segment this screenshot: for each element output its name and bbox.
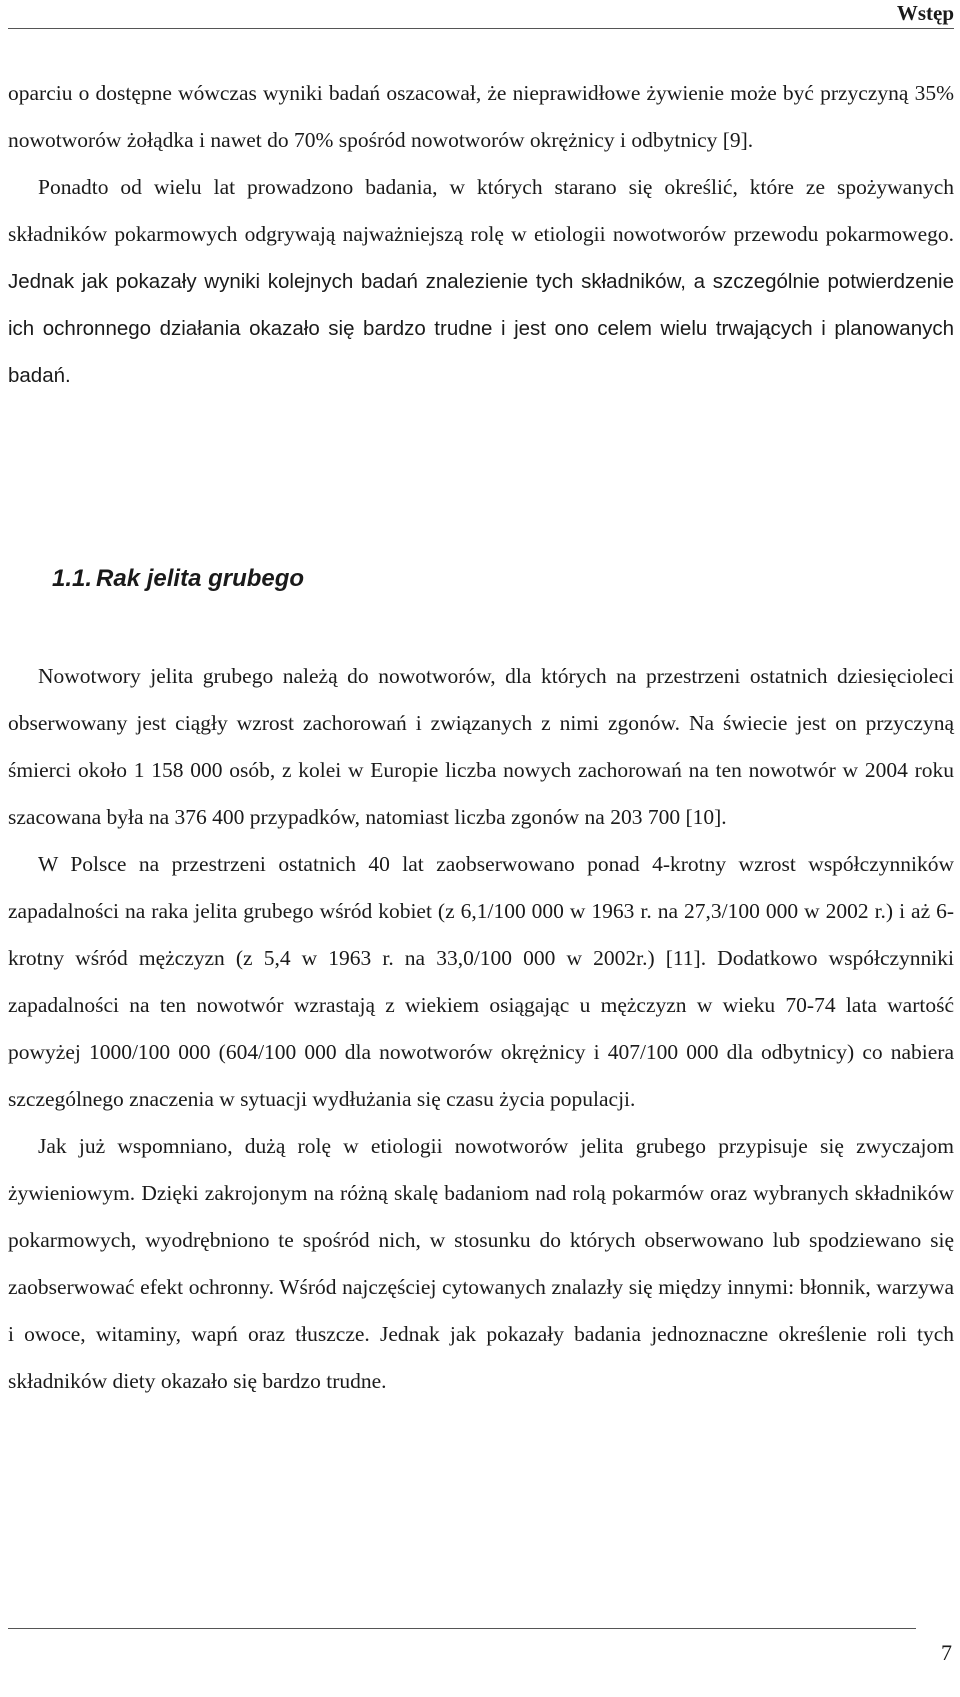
top-text-block xyxy=(8,70,954,399)
paragraph-incidence: Nowotwory jelita grubego należą do nowotworów, dla których na przestrzeni ostatnich dziesięcioleci obserwowany jest ciągły wzrost zachorowań i związanych z nimi zgonów. Na świecie jest on przyczyną śmierci około 1 158 000 osób, z kolei w Europie liczba nowych zachorowań na ten nowotwór w 2004 roku szacowana była na 376 400 przypadków, natomiast liczba zgonów na 203 700 [10]. xyxy=(8,664,954,829)
paragraph-continued: oparciu o dostępne wówczas wyniki badań oszacował, że nieprawidłowe żywienie może być przyczyną 35% nowotworów żołądka i nawet do 70% spośród nowotworów okrężnicy i odbytnicy [9]. xyxy=(8,81,954,152)
footer-divider xyxy=(8,1628,916,1629)
page-header xyxy=(8,0,954,29)
paragraph-research-sans: Jednak jak pokazały wyniki kolejnych badań znalezienie tych składników, a szczególnie potwierdzenie ich ochronnego działania okazało się bardzo trudne i jest ono celem wielu trwających i planowanych badań. xyxy=(8,270,954,387)
chapter-title: Wstęp xyxy=(896,1,954,25)
paragraph-poland: W Polsce na przestrzeni ostatnich 40 lat zaobserwowano ponad 4-krotny wzrost współczynników zapadalności na raka jelita grubego wśród kobiet (z 6,1/100 000 w 1963 r. na 27,3/100 000 w 2002 r.) i aż 6-krotny wśród mężczyzn (z 5,4 w 1963 r. na 33,0/100 000 w 2002r.) [11]. Dodatkowo współczynniki zapadalności na ten nowotwór wzrastają z wiekiem osiągając u mężczyzn w wieku 70-74 lata wartość powyżej 1000/100 000 (604/100 000 dla nowotworów okrężnicy i 407/100 000 dla odbytnicy) co nabiera szczególnego znaczenia w sytuacji wydłużania się czasu życia populacji. xyxy=(8,852,954,1111)
paragraph-research-serif: Ponadto od wielu lat prowadzono badania, w których starano się określić, które ze spożywanych składników pokarmowych odgrywają najważniejszą rolę w etiologii nowotworów przewodu pokarmowego. xyxy=(8,175,954,246)
section-heading xyxy=(52,565,304,593)
page-number: 7 xyxy=(941,1640,952,1665)
section-number: 1.1. xyxy=(52,565,93,592)
section-body xyxy=(8,653,954,1405)
section-title: Rak jelita grubego xyxy=(96,565,305,592)
paragraph-diet: Jak już wspomniano, dużą rolę w etiologii nowotworów jelita grubego przypisuje się zwyczajom żywieniowym. Dzięki zakrojonym na różną skalę badaniom nad rolą pokarmów oraz wybranych składników pokarmowych, wyodrębniono te spośród nich, w stosunku do których obserwowano lub spodziewano się zaobserwować efekt ochronny. Wśród najczęściej cytowanych znalazły się między innymi: błonnik, warzywa i owoce, witaminy, wapń oraz tłuszcze. Jednak jak pokazały badania jednoznaczne określenie roli tych składników diety okazało się bardzo trudne. xyxy=(8,1134,954,1393)
paragraph-research xyxy=(8,164,954,399)
